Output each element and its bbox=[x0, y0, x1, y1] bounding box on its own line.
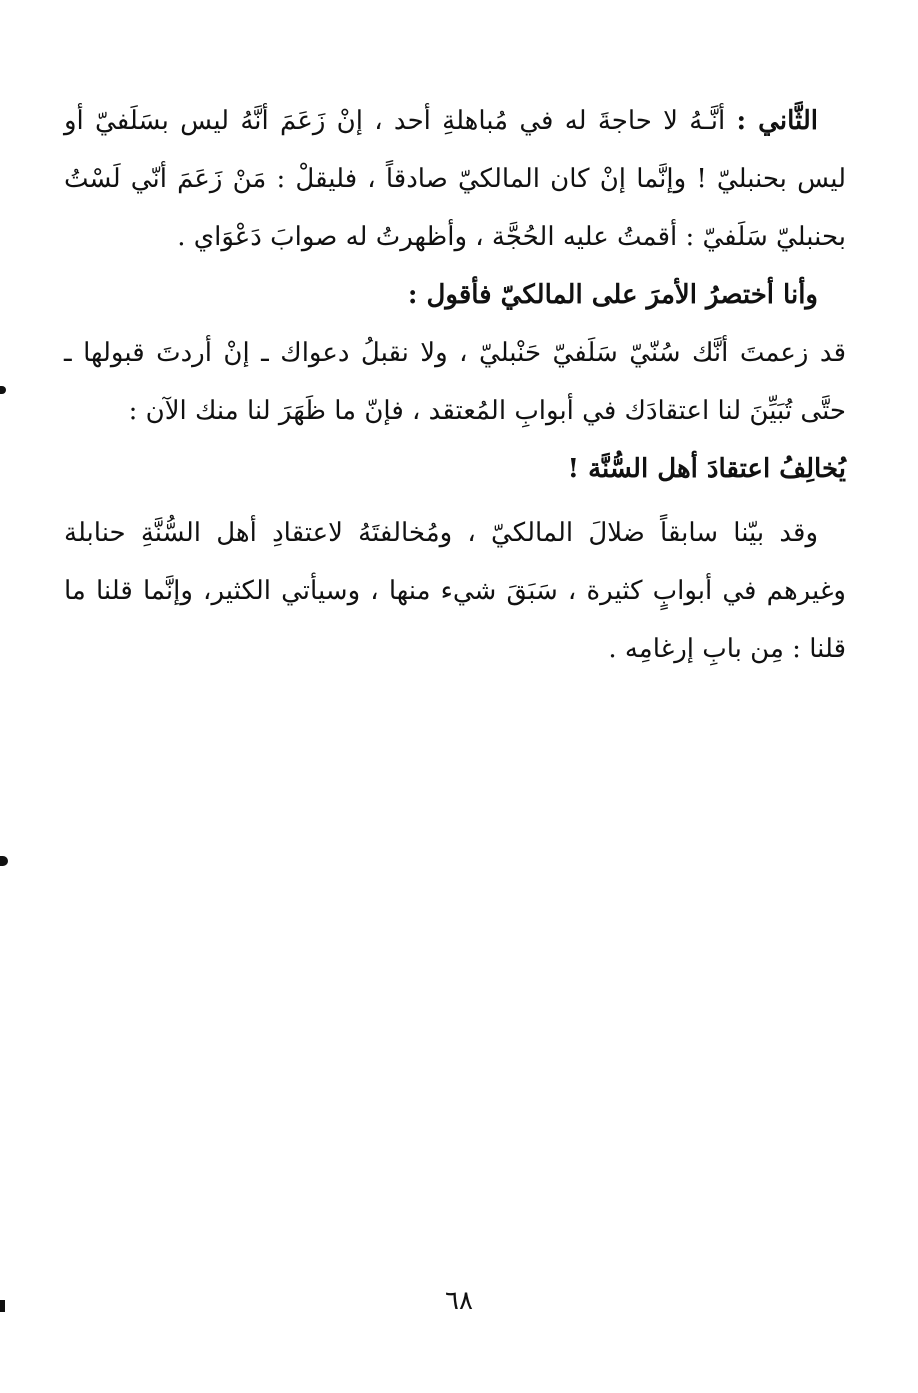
paragraph-second-point bbox=[64, 92, 846, 266]
paragraph-summary-heading bbox=[64, 266, 846, 324]
scan-edge-mark bbox=[0, 386, 6, 394]
scan-edge-mark bbox=[0, 856, 8, 866]
paragraph-text: أنَّـهُ لا حاجةَ له في مُباهلةِ أحد ، إنْ زَعَمَ أنَّهُ ليس بسَلَفيّ أو ليس بحنبليّ ! وإنَّما إنْ كان المالكيّ صادقاً ، فليقلْ : مَنْ زَعَمَ أنّي لَسْتُ بحنبليّ سَلَفيّ : أقمتُ عليه الحُجَّة ، وأظهرتُ له صوابَ دَعْوَاي . bbox=[64, 106, 846, 252]
paragraph-conclusion bbox=[64, 440, 846, 498]
paragraph-text: قد زعمتَ أنَّك سُنّيّ سَلَفيّ حَنْبليّ ، ولا نقبلُ دعواك ـ إنْ أردتَ قبولها ـ حتَّى تُبَيِّنَ لنا اعتقادَك في أبوابِ المُعتقد ، فإنّ ما ظَهَرَ لنا منك الآن : bbox=[64, 338, 846, 426]
paragraph-bold-text: يُخالِفُ اعتقادَ أهل السُّنَّة ! bbox=[567, 454, 846, 484]
body-text bbox=[64, 92, 846, 678]
paragraph-bold-text: وأنا أختصرُ الأمرَ على المالكيّ فأقول : bbox=[407, 280, 818, 310]
page-number: ٦٨ bbox=[445, 1286, 473, 1316]
paragraph-claim bbox=[64, 324, 846, 440]
paragraph-lead: الثَّاني : bbox=[736, 106, 818, 136]
paragraph-previous-explanation bbox=[64, 504, 846, 678]
scan-edge-mark bbox=[0, 1300, 5, 1312]
paragraph-text: وقد بيّنا سابقاً ضلالَ المالكيّ ، ومُخالفتَهُ لاعتقادِ أهل السُّنَّةِ حنابلة وغيرهم في أبوابٍ كثيرة ، سَبَقَ شيء منها ، وسيأتي الكثير، وإنَّما قلنا ما قلنا : مِن بابِ إرغامِه . bbox=[64, 518, 846, 664]
